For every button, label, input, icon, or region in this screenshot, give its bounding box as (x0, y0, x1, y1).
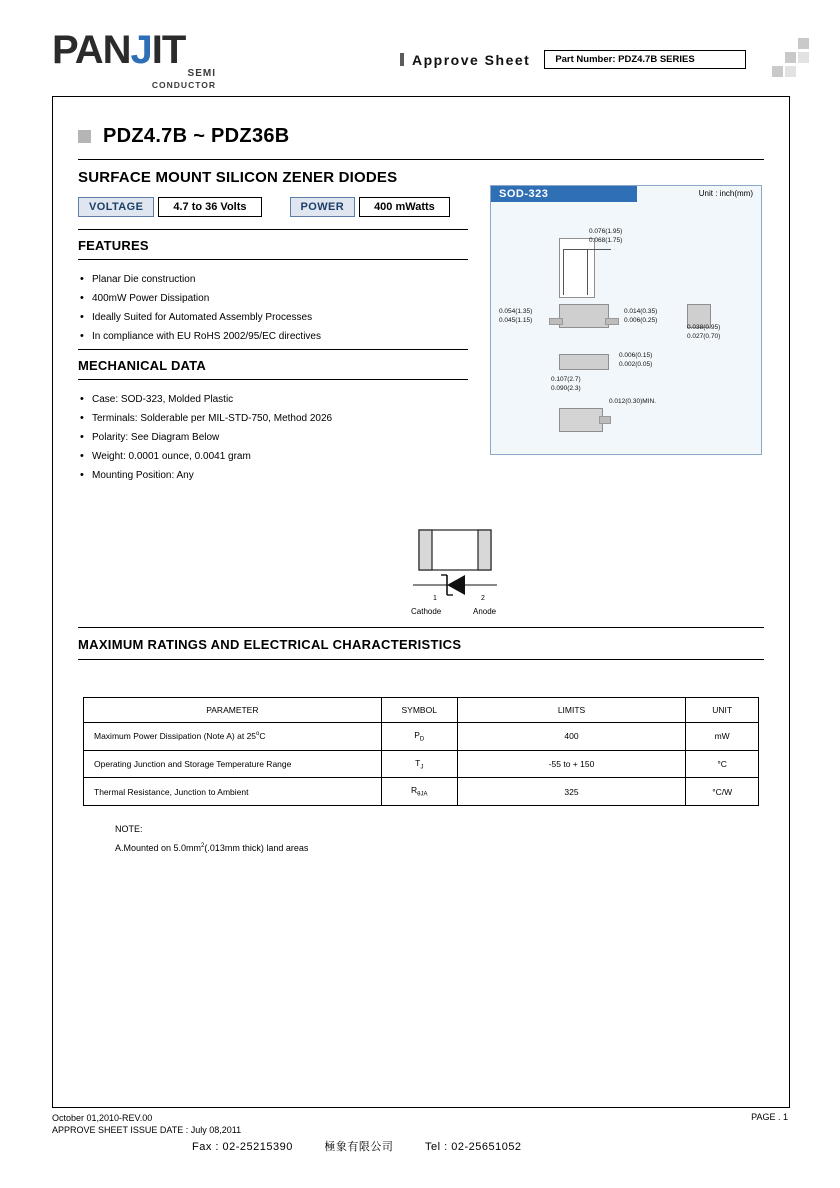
package-top-body (559, 238, 595, 298)
features-list (78, 270, 468, 346)
footer-issue-date: APPROVE SHEET ISSUE DATE : July 08,2011 (52, 1125, 242, 1135)
footer-fax: Fax : 02-25215390 (192, 1141, 293, 1153)
approve-sheet-title: Approve Sheet (412, 51, 531, 68)
dimension-label: 0.027(0.70) (687, 333, 721, 340)
package-outline-panel (490, 185, 762, 455)
features-heading: FEATURES (78, 238, 149, 253)
footer-revision: October 01,2010-REV.00 (52, 1113, 153, 1123)
product-subtitle: SURFACE MOUNT SILICON ZENER DIODES (78, 169, 398, 186)
package-pad-view (559, 408, 603, 432)
pin-1-label: 1 (433, 595, 437, 602)
logo-text-it: IT (151, 28, 186, 72)
mechanical-top-rule (78, 349, 468, 350)
mechanical-bottom-rule (78, 379, 468, 380)
footer-left (52, 1112, 241, 1136)
features-bottom-rule (78, 259, 468, 260)
dimension-label: 0.076(1.95) (589, 228, 623, 235)
dimension-label: 0.006(0.25) (624, 317, 658, 324)
note-block (115, 821, 308, 857)
logo-wordmark (52, 30, 222, 70)
column-header-parameter: PARAMETER (84, 698, 382, 723)
column-header-symbol: SYMBOL (381, 698, 457, 723)
cell-limits: 400 (457, 723, 686, 751)
package-unit-label: Unit : inch(mm) (698, 189, 753, 198)
list-item: • Planar Die construction (78, 270, 468, 289)
cell-parameter (84, 750, 382, 778)
note-text-sup: 2 (201, 843, 205, 849)
list-item: • Mounting Position: Any (78, 466, 468, 485)
cell-parameter-text: Operating Junction and Storage Temperature Range (94, 759, 292, 770)
page-title (78, 125, 290, 148)
package-side-body (559, 304, 609, 328)
cell-unit: °C/W (686, 778, 759, 806)
package-lead-right (605, 318, 619, 325)
approve-sheet-header (400, 50, 746, 69)
part-number-box: Part Number: PDZ4.7B SERIES (544, 50, 746, 69)
ratings-bottom-rule (78, 659, 764, 660)
note-text (115, 838, 308, 857)
footer-page-number: PAGE . 1 (751, 1112, 788, 1122)
list-item: • Weight: 0.0001 ounce, 0.0041 gram (78, 447, 468, 466)
cell-symbol-sub: θJA (417, 792, 428, 799)
mechanical-data-section (78, 349, 468, 485)
table-header-row (84, 698, 759, 723)
cell-parameter-sup: o (256, 731, 260, 738)
product-range-title: PDZ4.7B ~ PDZ36B (103, 125, 290, 147)
title-divider (78, 159, 764, 160)
mechanical-list (78, 390, 468, 485)
features-section (78, 229, 468, 346)
logo-subtext-conductor: CONDUCTOR (151, 80, 216, 90)
list-item: • Terminals: Solderable per MIL-STD-750, Method 2026 (78, 409, 468, 428)
list-item: • Case: SOD-323, Molded Plastic (78, 390, 468, 409)
features-top-rule (78, 229, 468, 230)
ratings-top-rule (78, 627, 764, 628)
dimension-label: 0.107(2.7) (551, 376, 581, 383)
dimension-label: 0.014(0.35) (624, 308, 658, 315)
approve-marker-icon (400, 53, 404, 66)
logo-text-j: J (130, 28, 152, 72)
list-item: • Ideally Suited for Automated Assembly Processes (78, 308, 468, 327)
diode-polarity-diagram (405, 527, 515, 627)
decorative-dots (772, 38, 812, 84)
cell-symbol-sub: D (419, 736, 425, 743)
cell-limits: -55 to + 150 (457, 750, 686, 778)
title-square-icon (78, 130, 91, 143)
list-item: • Polarity: See Diagram Below (78, 428, 468, 447)
document-frame (52, 96, 790, 1108)
spec-badges (78, 197, 450, 217)
cell-symbol-sub: J (420, 764, 424, 771)
table-row (84, 750, 759, 778)
cell-parameter-tail: C (259, 731, 266, 742)
package-lead-left (549, 318, 563, 325)
dimension-label: 0.012(0.30)MIN. (609, 398, 656, 405)
list-item: • 400mW Power Dissipation (78, 289, 468, 308)
cell-symbol (381, 750, 457, 778)
footer-tel: Tel : 02-25651052 (424, 1141, 522, 1153)
package-pad-lead (599, 416, 611, 424)
dimension-label: 0.002(0.05) (619, 361, 653, 368)
dimension-label: 0.054(1.35) (499, 308, 533, 315)
power-value: 400 mWatts (359, 197, 450, 217)
cell-parameter (84, 723, 382, 751)
pin-2-label: 2 (481, 595, 485, 602)
cell-parameter-text: Thermal Resistance, Junction to Ambient (94, 786, 249, 797)
note-label: NOTE: (115, 824, 143, 834)
cathode-label: Cathode (411, 607, 442, 616)
cell-symbol (381, 723, 457, 751)
cell-symbol-text: R (410, 785, 418, 796)
logo-subtext-semi: SEMI (187, 68, 216, 79)
cell-unit: °C (686, 750, 759, 778)
cell-symbol-text: P (414, 730, 420, 740)
footer-contact (192, 1138, 550, 1154)
dimension-label: 0.045(1.15) (499, 317, 533, 324)
power-label: POWER (290, 197, 356, 217)
anode-label: Anode (473, 607, 497, 616)
column-header-limits: LIMITS (457, 698, 686, 723)
note-text-b: (.013mm thick) land areas (204, 843, 309, 853)
voltage-value: 4.7 to 36 Volts (158, 197, 261, 217)
package-bottom-body (559, 354, 609, 370)
ratings-heading: MAXIMUM RATINGS AND ELECTRICAL CHARACTERISTICS (78, 637, 462, 652)
logo-text-pan: PAN (52, 28, 131, 72)
cell-symbol-text: T (415, 757, 421, 768)
table-row (84, 723, 759, 751)
voltage-label: VOLTAGE (78, 197, 154, 217)
note-text-a: A.Mounted on 5.0mm (115, 843, 202, 853)
cell-parameter (84, 778, 382, 806)
list-item: • In compliance with EU RoHS 2002/95/EC directives (78, 327, 468, 346)
footer-company: 極象有限公司 (324, 1141, 394, 1153)
dimension-label: 0.068(1.75) (589, 237, 623, 244)
ratings-table (83, 697, 759, 806)
cell-symbol (381, 778, 457, 806)
package-name-badge: SOD-323 (491, 186, 637, 202)
dimension-label: 0.006(0.15) (619, 352, 653, 359)
mechanical-heading: MECHANICAL DATA (78, 358, 206, 373)
column-header-unit: UNIT (686, 698, 759, 723)
table-row (84, 778, 759, 806)
cell-unit: mW (686, 723, 759, 751)
dimension-label: 0.090(2.3) (551, 385, 581, 392)
cell-parameter-text: Maximum Power Dissipation (Note A) at 25 (94, 731, 257, 742)
dimension-label: 0.038(0.95) (687, 324, 721, 331)
panjit-logo (52, 30, 222, 92)
cell-limits: 325 (457, 778, 686, 806)
